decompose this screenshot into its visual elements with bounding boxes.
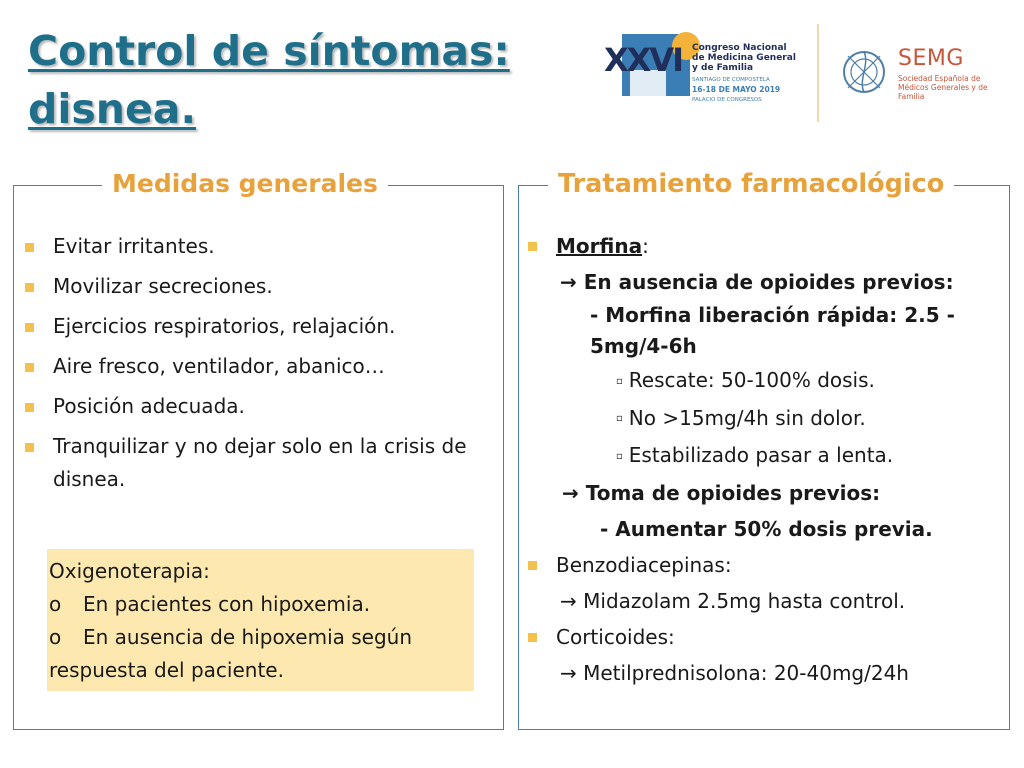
pharmacological-treatment-heading: Tratamiento farmacológico bbox=[548, 166, 954, 202]
no-previous-opioids bbox=[556, 264, 996, 300]
congreso-logo bbox=[600, 26, 800, 106]
sub-item-text: Estabilizado pasar a lenta. bbox=[628, 443, 894, 467]
bullet-square-icon bbox=[25, 363, 34, 372]
sub-item bbox=[556, 437, 996, 475]
sub-item-text: No >15mg/4h sin dolor. bbox=[628, 405, 866, 430]
bullet-square-icon bbox=[25, 323, 34, 332]
bullet-square-icon bbox=[25, 283, 34, 292]
sub-item bbox=[556, 362, 996, 400]
arrow-right-icon: → bbox=[560, 588, 577, 613]
congreso-dates: 16-18 DE MAYO 2019 bbox=[692, 85, 781, 94]
congreso-venue: PALACIO DE CONGRESOS bbox=[692, 97, 762, 103]
circle-bullet-icon: o bbox=[49, 592, 62, 616]
general-measures-list bbox=[53, 230, 493, 503]
sub-item-text: Rescate: 50-100% dosis. bbox=[628, 368, 875, 392]
bullet-square-icon bbox=[25, 443, 34, 452]
oxygen-therapy-title: Oxigenoterapia: bbox=[49, 559, 210, 583]
congreso-name-1: Congreso Nacional bbox=[692, 43, 787, 53]
logo-divider bbox=[817, 24, 819, 122]
slide-title bbox=[28, 22, 510, 138]
treatment-content bbox=[556, 228, 996, 691]
morfina-label: Morfina bbox=[556, 234, 643, 258]
oxygen-item-1-text: En pacientes con hipoxemia. bbox=[83, 592, 371, 616]
congreso-name-2: de Medicina General bbox=[692, 53, 796, 63]
previous-opioids-text: Toma de opioides previos: bbox=[585, 480, 881, 505]
small-square-bullet-icon: ▫ bbox=[616, 413, 623, 424]
list-item bbox=[53, 310, 493, 343]
previous-opioids bbox=[556, 475, 996, 511]
oxygen-item-2-continued: respuesta del paciente. bbox=[49, 658, 284, 682]
arrow-right-icon: → bbox=[560, 270, 577, 294]
semg-name: SEMG bbox=[898, 46, 964, 71]
sub-item bbox=[556, 400, 996, 438]
title-line-1: Control de síntomas: bbox=[28, 27, 510, 75]
title-line-2: disnea. bbox=[28, 85, 197, 133]
general-measures-heading: Medidas generales bbox=[102, 166, 388, 202]
oxygen-item-2 bbox=[49, 621, 474, 654]
bullet-square-icon bbox=[25, 243, 34, 252]
general-measures-panel bbox=[13, 169, 504, 730]
list-item bbox=[53, 230, 493, 263]
bullet-square-icon bbox=[528, 633, 537, 642]
congreso-numeral: XXVI bbox=[604, 41, 683, 79]
pharmacological-treatment-panel bbox=[518, 169, 1010, 730]
congreso-name-3: y de Familia bbox=[692, 63, 754, 73]
list-item bbox=[53, 430, 493, 496]
corticoids-detail-text: Metilprednisolona: 20-40mg/24h bbox=[583, 660, 909, 685]
bullet-square-icon bbox=[528, 561, 537, 570]
semg-subtitle: Sociedad Española de Médicos Generales y de Familia bbox=[898, 74, 988, 101]
bullet-square-icon bbox=[528, 242, 537, 251]
list-item-text: Ejercicios respiratorios, relajación. bbox=[53, 314, 396, 338]
small-square-bullet-icon: ▫ bbox=[616, 375, 623, 387]
no-previous-text: En ausencia de opioides previos: bbox=[583, 270, 954, 294]
morfina-colon: : bbox=[642, 234, 649, 258]
benzodiazepines-detail bbox=[556, 583, 996, 619]
arrow-right-icon: → bbox=[562, 480, 579, 505]
morfina-item bbox=[556, 228, 996, 264]
list-item-text: Aire fresco, ventilador, abanico… bbox=[53, 354, 385, 378]
corticoids-detail bbox=[556, 655, 996, 691]
rapid-release-dose: - Morfina liberación rápida: 2.5 - 5mg/4-6h bbox=[590, 303, 955, 358]
arrow-right-icon: → bbox=[560, 660, 577, 685]
benzodiazepines-item bbox=[556, 547, 996, 583]
list-item-text: Evitar irritantes. bbox=[53, 234, 215, 258]
list-item-text: Posición adecuada. bbox=[53, 394, 245, 418]
bullet-square-icon bbox=[25, 403, 34, 412]
oxygen-therapy-box bbox=[47, 549, 474, 691]
small-square-bullet-icon: ▫ bbox=[616, 450, 623, 462]
benzodiazepines-detail-text: Midazolam 2.5mg hasta control. bbox=[583, 588, 906, 613]
congreso-city: SANTIAGO DE COMPOSTELA bbox=[692, 77, 770, 83]
increase-dose: - Aumentar 50% dosis previa. bbox=[600, 516, 933, 541]
corticoids-item bbox=[556, 619, 996, 655]
circle-bullet-icon: o bbox=[49, 625, 62, 649]
list-item bbox=[53, 270, 493, 303]
list-item bbox=[53, 350, 493, 383]
oxygen-item-1 bbox=[49, 588, 474, 621]
list-item bbox=[53, 390, 493, 423]
benzodiazepines-label: Benzodiacepinas: bbox=[556, 552, 732, 577]
list-item-text: Movilizar secreciones. bbox=[53, 274, 273, 298]
oxygen-item-2-text: En ausencia de hipoxemia según bbox=[83, 625, 413, 649]
list-item-text: Tranquilizar y no dejar solo en la crisis de disnea. bbox=[53, 434, 467, 491]
corticoids-label: Corticoides: bbox=[556, 624, 675, 649]
